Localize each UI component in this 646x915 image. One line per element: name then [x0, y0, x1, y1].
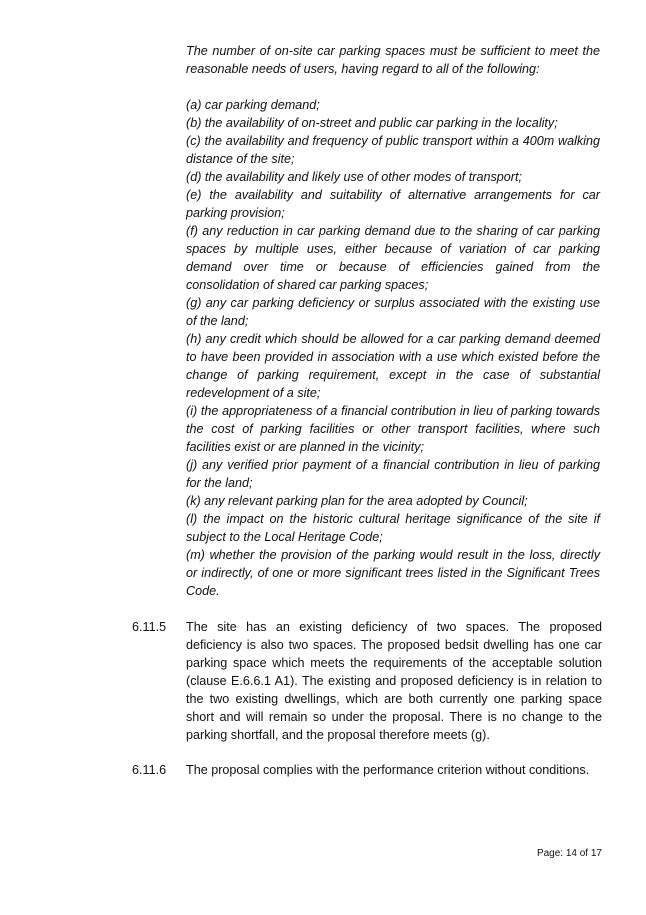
criteria-item-f: (f) any reduction in car parking demand due to the sharing of car parking spaces by multiple uses, either because of variation of car parking demand over time or because of efficiencies gained from the consolidation of shared car parking spaces;	[186, 224, 600, 292]
criteria-item-a: (a) car parking demand;	[186, 98, 320, 112]
clause-number: 6.11.6	[132, 763, 167, 777]
clause-text: The proposal complies with the performance criterion without conditions.	[186, 763, 590, 777]
clause-text: The site has an existing deficiency of two spaces. The proposed deficiency is also two spaces. The proposed bedsit dwelling has one car parking space which meets the requirements of the acceptable solution (clause E.6.6.1 A1). The existing and proposed deficiency is in relation to the two existing dwellings, which are both currently one parking space short and will remain so under the proposal. There is no change to the parking shortfall, and the proposal therefore meets (g).	[186, 620, 602, 742]
criteria-item-i: (i) the appropriateness of a financial contribution in lieu of parking towards the cost of parking facilities or other transport facilities, where such facilities exist or are planned in the vicinity;	[186, 404, 600, 454]
clause-6-11-6	[132, 761, 602, 779]
criteria-item-b: (b) the availability of on-street and public car parking in the locality;	[186, 116, 558, 130]
criteria-item-h: (h) any credit which should be allowed for a car parking demand deemed to have been provided in association with a use which existed before the change of parking requirement, except in the case of substantial redevelopment of a site;	[186, 332, 600, 400]
performance-criteria	[186, 42, 600, 600]
criteria-item-e: (e) the availability and suitability of alternative arrangements for car parking provision;	[186, 188, 600, 220]
clause-6-11-5	[132, 618, 602, 744]
criteria-item-l: (l) the impact on the historic cultural heritage significance of the site if subject to the Local Heritage Code;	[186, 512, 600, 544]
criteria-item-c: (c) the availability and frequency of public transport within a 400m walking distance of the site;	[186, 134, 600, 166]
criteria-intro: The number of on-site car parking spaces must be sufficient to meet the reasonable needs of users, having regard to all of the following:	[186, 44, 600, 76]
criteria-item-g: (g) any car parking deficiency or surplus associated with the existing use of the land;	[186, 296, 600, 328]
criteria-item-k: (k) any relevant parking plan for the area adopted by Council;	[186, 494, 528, 508]
clause-number: 6.11.5	[132, 620, 167, 634]
criteria-item-j: (j) any verified prior payment of a financial contribution in lieu of parking for the land;	[186, 458, 600, 490]
page-number: Page: 14 of 17	[536, 848, 602, 859]
criteria-item-m: (m) whether the provision of the parking would result in the loss, directly or indirectly, of one or more significant trees listed in the Significant Trees Code.	[186, 548, 600, 598]
criteria-item-d: (d) the availability and likely use of other modes of transport;	[186, 170, 523, 184]
